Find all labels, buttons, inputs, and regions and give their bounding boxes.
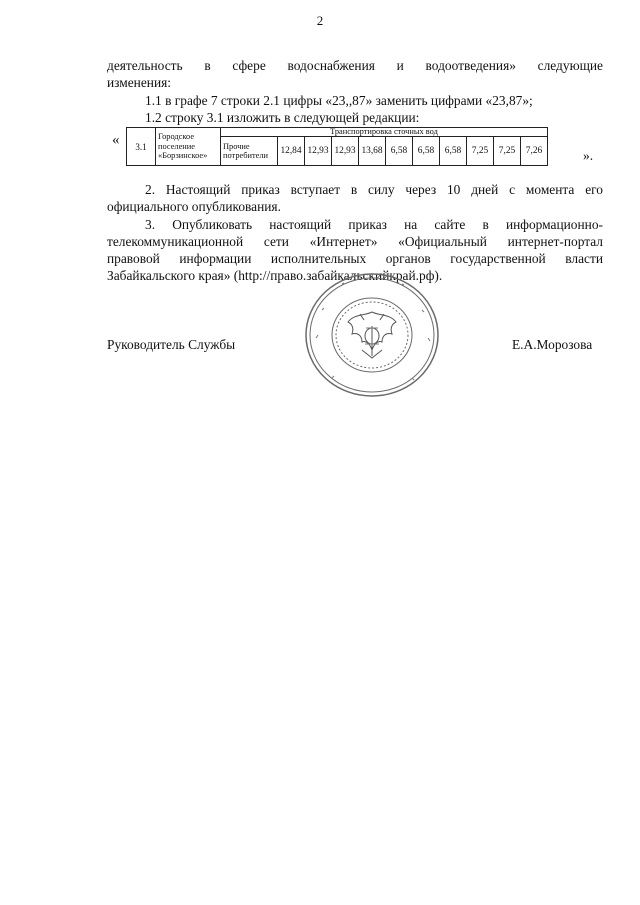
tariff-value-cell: 6,58: [413, 137, 440, 166]
intro-line: деятельность в сфере водоснабжения и водоотведения» следующие: [107, 58, 603, 73]
tariff-value-cell: 12,93: [332, 137, 359, 166]
quote-close: ».: [583, 148, 594, 163]
signatory-position: Руководитель Службы: [107, 337, 236, 352]
tariff-value-cell: 7,26: [521, 137, 548, 166]
paragraph-3-line: телекоммуникационной сети «Интернет» «Официальный интернет-портал: [107, 234, 603, 249]
paragraph-2-line: 2. Настоящий приказ вступает в силу через 10 дней с момента его: [145, 182, 603, 197]
amendment-item-1-1: 1.1 в графе 7 строки 2.1 цифры «23,,87» заменить цифрами «23,87»;: [145, 93, 533, 108]
tariff-value-cell: 12,84: [278, 137, 305, 166]
service-cell: Транспортировка сточных вод: [221, 128, 548, 137]
tariff-value-cell: 6,58: [440, 137, 467, 166]
settlement-cell: Городское поселение «Борзинское»: [156, 128, 221, 166]
tariff-value-cell: 13,68: [359, 137, 386, 166]
signatory-name: Е.А.Морозова: [512, 337, 593, 352]
tariff-value-cell: 6,58: [386, 137, 413, 166]
consumers-cell: Прочие потребители: [221, 137, 278, 166]
paragraph-2-line: официального опубликования.: [107, 199, 281, 214]
tariff-value-cell: 12,93: [305, 137, 332, 166]
paragraph-3-line: 3. Опубликовать настоящий приказ на сайте в информационно-: [145, 217, 603, 232]
paragraph-3-line: Забайкальского края» (http://право.забайкальскийкрай.рф).: [107, 268, 443, 283]
amendment-item-1-2: 1.2 строку 3.1 изложить в следующей редакции:: [145, 110, 420, 125]
quote-open: «: [112, 132, 120, 148]
row-number-cell: 3.1: [127, 128, 156, 166]
tariff-table: [126, 127, 548, 166]
page-number: 2: [316, 13, 324, 28]
tariff-value-cell: 7,25: [467, 137, 494, 166]
paragraph-3-line: правовой информации исполнительных органов государственной власти: [107, 251, 603, 266]
intro-line: изменения:: [107, 75, 172, 90]
tariff-value-cell: 7,25: [494, 137, 521, 166]
official-seal-icon: [302, 270, 442, 400]
